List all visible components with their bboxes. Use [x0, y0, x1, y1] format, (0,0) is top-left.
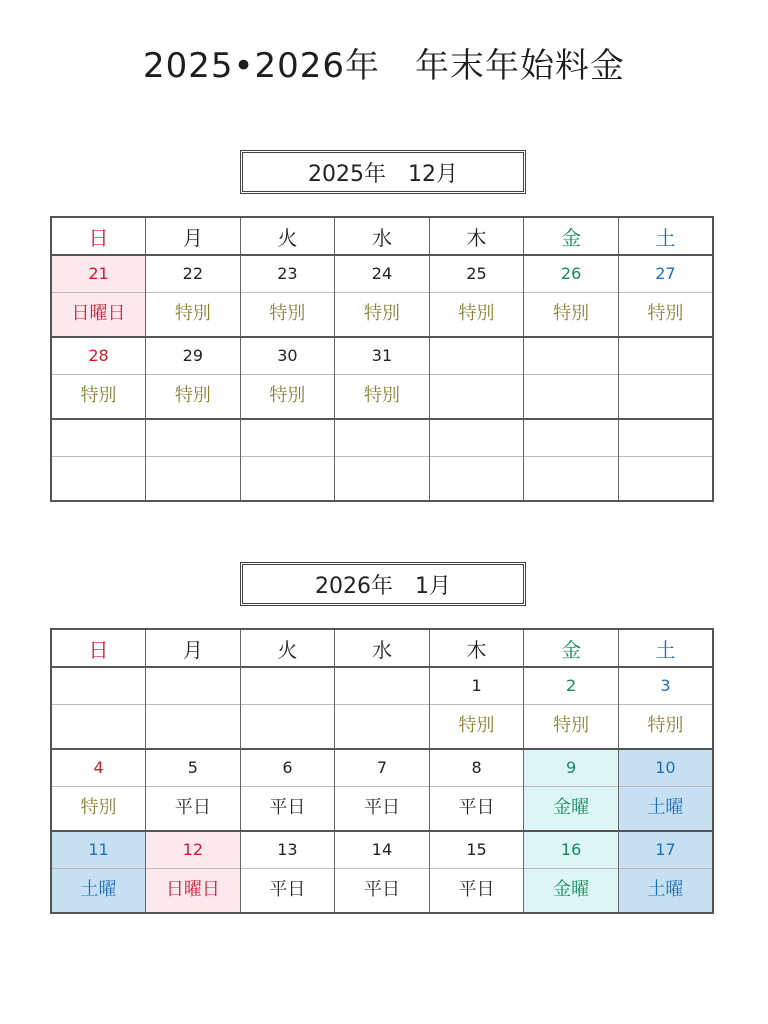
day-number: 30	[241, 338, 335, 375]
empty-day-cell	[429, 419, 524, 501]
day-number: 27	[619, 256, 712, 293]
weekday-header-row	[51, 217, 713, 255]
empty-day-cell	[240, 667, 335, 749]
day-number: 15	[430, 832, 524, 869]
day-number: 25	[430, 256, 524, 293]
day-number	[430, 420, 524, 457]
day-number	[619, 420, 712, 457]
weekday-header: 月	[146, 217, 241, 255]
day-number: 7	[335, 750, 429, 787]
day-number: 2	[524, 668, 618, 705]
day-number: 5	[146, 750, 240, 787]
rate-label: 平日	[458, 879, 495, 900]
calendar-december	[50, 216, 714, 502]
day-cell	[524, 255, 619, 337]
day-cell	[524, 749, 619, 831]
rate-label: 特別	[363, 303, 400, 324]
day-number	[241, 668, 335, 705]
rate-label: 特別	[647, 715, 684, 736]
calendar-week-row	[51, 419, 713, 501]
calendar-week-row	[51, 337, 713, 419]
rate-label: 日曜日	[165, 879, 220, 900]
day-cell	[335, 831, 430, 913]
empty-day-cell	[335, 419, 430, 501]
day-cell	[240, 831, 335, 913]
rate-label: 金曜	[553, 879, 590, 900]
rate-label: 特別	[363, 385, 400, 406]
day-cell	[146, 831, 241, 913]
empty-day-cell	[524, 337, 619, 419]
day-cell	[429, 667, 524, 749]
rate-label: 特別	[647, 303, 684, 324]
rate-label: 平日	[269, 797, 306, 818]
day-cell	[146, 749, 241, 831]
empty-day-cell	[335, 667, 430, 749]
calendar-week-row	[51, 749, 713, 831]
rate-label	[52, 705, 145, 748]
day-number: 31	[335, 338, 429, 375]
rate-label: 平日	[174, 797, 211, 818]
rate-label	[430, 375, 524, 418]
day-cell	[240, 749, 335, 831]
rate-label: 特別	[80, 385, 117, 406]
weekday-header: 火	[240, 629, 335, 667]
day-number: 12	[146, 832, 240, 869]
day-cell	[51, 337, 146, 419]
day-cell	[618, 255, 713, 337]
day-number: 16	[524, 832, 618, 869]
empty-day-cell	[146, 667, 241, 749]
day-number: 26	[524, 256, 618, 293]
day-cell	[524, 667, 619, 749]
weekday-header: 土	[618, 629, 713, 667]
day-cell	[429, 749, 524, 831]
rate-label	[619, 457, 712, 500]
rate-label: 特別	[174, 303, 211, 324]
weekday-header: 金	[524, 629, 619, 667]
rate-label: 金曜	[553, 797, 590, 818]
empty-day-cell	[524, 419, 619, 501]
day-cell	[240, 255, 335, 337]
day-cell	[51, 749, 146, 831]
empty-day-cell	[51, 419, 146, 501]
day-number: 1	[430, 668, 524, 705]
rate-label	[524, 457, 618, 500]
day-number	[430, 338, 524, 375]
day-cell	[146, 337, 241, 419]
weekday-header: 木	[429, 629, 524, 667]
rate-label	[146, 705, 240, 748]
rate-label	[430, 457, 524, 500]
day-cell	[335, 749, 430, 831]
rate-label	[241, 457, 335, 500]
empty-day-cell	[618, 419, 713, 501]
day-number: 21	[52, 256, 145, 293]
weekday-header: 水	[335, 217, 430, 255]
rate-label: 特別	[269, 303, 306, 324]
day-number	[52, 420, 145, 457]
rate-label: 平日	[363, 879, 400, 900]
weekday-header: 土	[618, 217, 713, 255]
day-cell	[240, 337, 335, 419]
day-number: 23	[241, 256, 335, 293]
empty-day-cell	[51, 667, 146, 749]
rate-label: 特別	[80, 797, 117, 818]
day-number: 3	[619, 668, 712, 705]
rate-label	[146, 457, 240, 500]
day-cell	[51, 831, 146, 913]
day-number	[52, 668, 145, 705]
day-number: 9	[524, 750, 618, 787]
calendar-january	[50, 628, 714, 914]
day-number	[524, 338, 618, 375]
empty-day-cell	[429, 337, 524, 419]
calendar-week-row	[51, 667, 713, 749]
empty-day-cell	[618, 337, 713, 419]
weekday-header-row	[51, 629, 713, 667]
weekday-header: 金	[524, 217, 619, 255]
day-cell	[429, 831, 524, 913]
empty-day-cell	[240, 419, 335, 501]
day-cell	[146, 255, 241, 337]
rate-label	[335, 705, 429, 748]
rate-label	[524, 375, 618, 418]
rate-label: 特別	[553, 303, 590, 324]
day-cell	[618, 667, 713, 749]
rate-label: 土曜	[647, 879, 684, 900]
rate-label: 特別	[458, 303, 495, 324]
month-heading-december: 2025年 12月	[240, 150, 526, 194]
day-number: 17	[619, 832, 712, 869]
weekday-header: 木	[429, 217, 524, 255]
rate-label: 平日	[458, 797, 495, 818]
rate-label: 平日	[363, 797, 400, 818]
day-number	[619, 338, 712, 375]
weekday-header: 日	[51, 217, 146, 255]
day-cell	[524, 831, 619, 913]
rate-label: 平日	[269, 879, 306, 900]
day-cell	[335, 337, 430, 419]
weekday-header: 火	[240, 217, 335, 255]
rate-label: 日曜日	[71, 303, 126, 324]
day-number	[335, 420, 429, 457]
day-number: 10	[619, 750, 712, 787]
day-cell	[335, 255, 430, 337]
day-number: 6	[241, 750, 335, 787]
day-number	[146, 668, 240, 705]
day-cell	[618, 749, 713, 831]
rate-label	[52, 457, 145, 500]
rate-label: 土曜	[647, 797, 684, 818]
month-heading-january: 2026年 1月	[240, 562, 526, 606]
weekday-header: 月	[146, 629, 241, 667]
calendar-week-row	[51, 831, 713, 913]
day-number: 29	[146, 338, 240, 375]
day-number: 13	[241, 832, 335, 869]
rate-label	[619, 375, 712, 418]
calendar-week-row	[51, 255, 713, 337]
day-number: 28	[52, 338, 145, 375]
rate-label	[241, 705, 335, 748]
day-number: 22	[146, 256, 240, 293]
day-cell	[51, 255, 146, 337]
rate-label: 特別	[269, 385, 306, 406]
page-title: 2025•2026年 年末年始料金	[142, 46, 626, 86]
day-number	[524, 420, 618, 457]
weekday-header: 日	[51, 629, 146, 667]
day-number: 24	[335, 256, 429, 293]
weekday-header: 水	[335, 629, 430, 667]
rate-label: 特別	[174, 385, 211, 406]
rate-label	[335, 457, 429, 500]
day-number: 4	[52, 750, 145, 787]
empty-day-cell	[146, 419, 241, 501]
rate-label: 特別	[553, 715, 590, 736]
day-number: 8	[430, 750, 524, 787]
day-number	[241, 420, 335, 457]
rate-label: 特別	[458, 715, 495, 736]
day-number	[146, 420, 240, 457]
day-number: 11	[52, 832, 145, 869]
rate-label: 土曜	[80, 879, 117, 900]
day-cell	[618, 831, 713, 913]
day-number	[335, 668, 429, 705]
day-cell	[429, 255, 524, 337]
day-number: 14	[335, 832, 429, 869]
